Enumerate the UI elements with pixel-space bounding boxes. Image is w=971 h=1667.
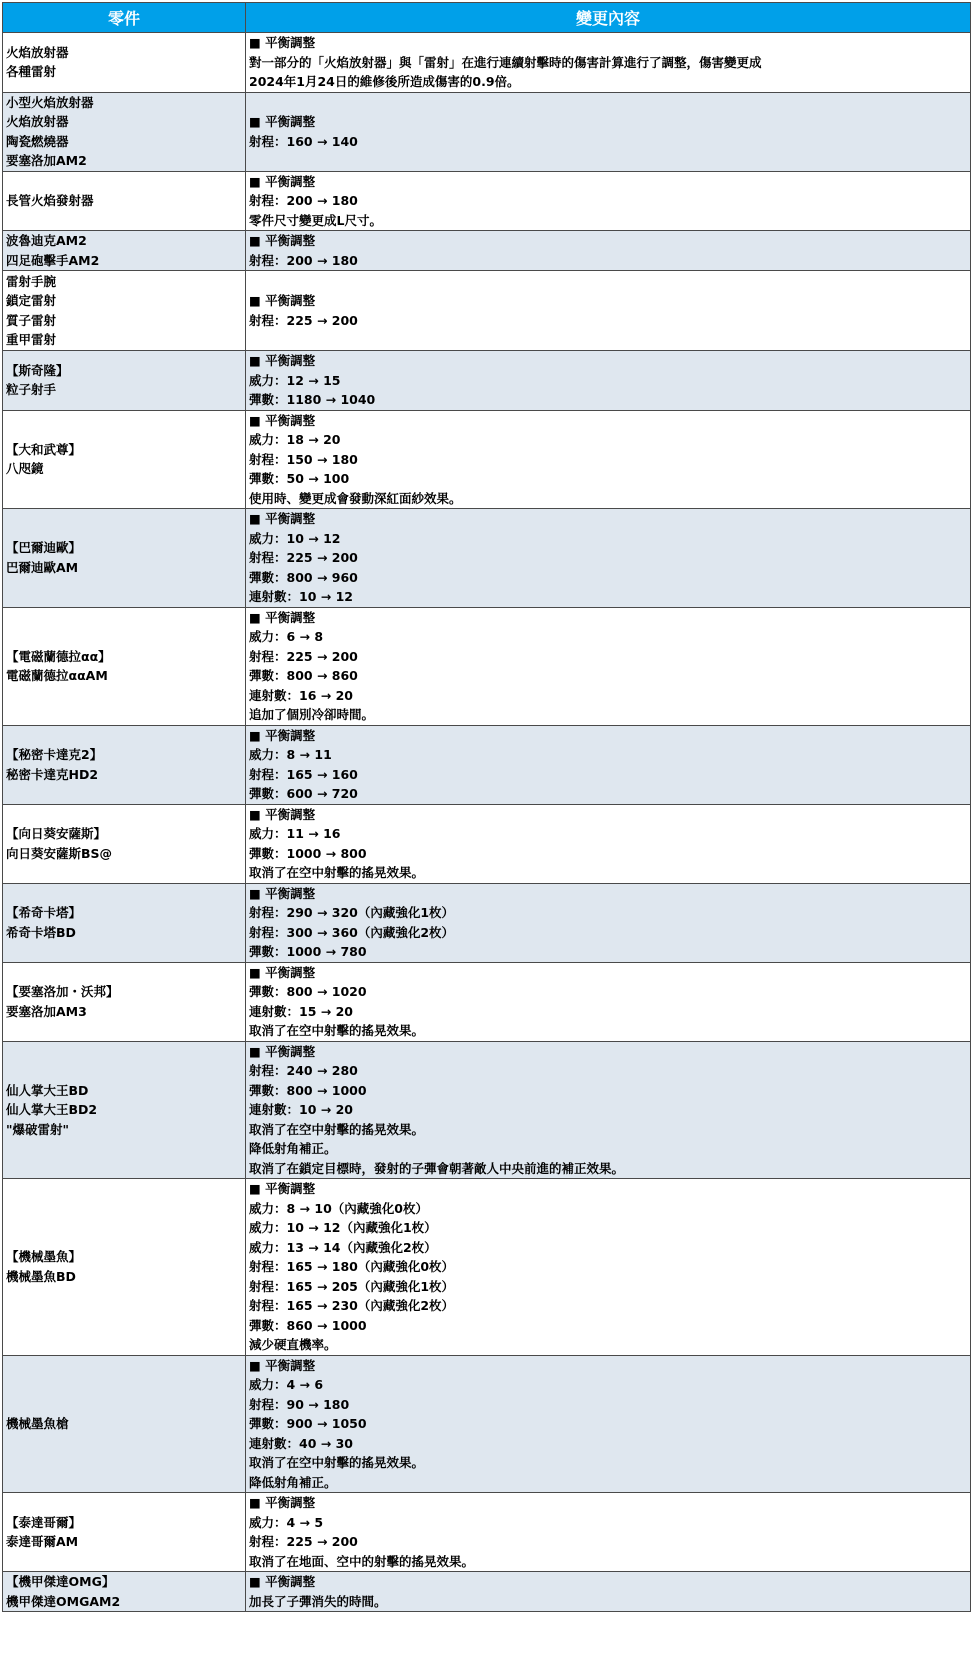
change-cell: ■ 平衡調整 威力：11 → 16 彈數：1000 → 800 取消了在空中射擊的搖晃效果。 [246, 804, 971, 883]
change-cell: ■ 平衡調整 威力：6 → 8 射程：225 → 200 彈數：800 → 860 連射數：16 → 20 追加了個別冷卻時間。 [246, 607, 971, 725]
part-cell: 長管火焰發射器 [3, 171, 246, 231]
part-cell: 雷射手腕 鎖定雷射 質子雷射 重甲雷射 [3, 271, 246, 351]
part-cell: 【巴爾迪歐】 巴爾迪歐AM [3, 509, 246, 608]
change-cell: ■ 平衡調整 威力：8 → 10（內藏強化0枚） 威力：10 → 12（內藏強化1枚） 威力：13 → 14（內藏強化2枚） 射程：165 → 180（內藏強化0枚） 射程：165 → 205（內藏強化1枚） 射程：165 → 230（內藏強化2枚） 彈數：860 → 1000 減少硬直機率。 [246, 1179, 971, 1356]
part-cell: 【斯奇隆】 粒子射手 [3, 351, 246, 411]
table-row [3, 410, 971, 509]
change-cell: ■ 平衡調整 射程：290 → 320（內藏強化1枚） 射程：300 → 360（內藏強化2枚） 彈數：1000 → 780 [246, 883, 971, 962]
change-cell: ■ 平衡調整 射程：200 → 180 零件尺寸變更成L尺寸。 [246, 171, 971, 231]
part-cell: 【秘密卡達克2】 秘密卡達克HD2 [3, 725, 246, 804]
table-row [3, 509, 971, 608]
table-row [3, 725, 971, 804]
table-row [3, 1041, 971, 1179]
part-cell: 【大和武尊】 八咫鏡 [3, 410, 246, 509]
part-cell: 【機甲傑達OMG】 機甲傑達OMGAM2 [3, 1572, 246, 1612]
table-row [3, 1572, 971, 1612]
change-cell: ■ 平衡調整 加長了子彈消失的時間。 [246, 1572, 971, 1612]
part-cell: 【泰達哥爾】 泰達哥爾AM [3, 1493, 246, 1572]
table-row [3, 1179, 971, 1356]
table-row [3, 962, 971, 1041]
table-row [3, 804, 971, 883]
table-row [3, 1355, 971, 1493]
table-row [3, 883, 971, 962]
table-row [3, 33, 971, 93]
table-row [3, 231, 971, 271]
change-cell: ■ 平衡調整 威力：12 → 15 彈數：1180 → 1040 [246, 351, 971, 411]
part-cell: 火焰放射器 各種雷射 [3, 33, 246, 93]
header-change: 變更內容 [246, 3, 971, 33]
change-cell: ■ 平衡調整 威力：4 → 6 射程：90 → 180 彈數：900 → 1050 連射數：40 → 30 取消了在空中射擊的搖晃效果。 降低射角補正。 [246, 1355, 971, 1493]
part-cell: 小型火焰放射器 火焰放射器 陶瓷燃燒器 要塞洛加AM2 [3, 92, 246, 171]
change-cell: ■ 平衡調整 威力：8 → 11 射程：165 → 160 彈數：600 → 720 [246, 725, 971, 804]
change-cell: ■ 平衡調整 威力：18 → 20 射程：150 → 180 彈數：50 → 100 使用時、變更成會發動深紅面紗效果。 [246, 410, 971, 509]
change-cell: ■ 平衡調整 彈數：800 → 1020 連射數：15 → 20 取消了在空中射擊的搖晃效果。 [246, 962, 971, 1041]
change-cell: ■ 平衡調整 威力：4 → 5 射程：225 → 200 取消了在地面、空中的射擊的搖晃效果。 [246, 1493, 971, 1572]
part-cell: 【機械墨魚】 機械墨魚BD [3, 1179, 246, 1356]
table-row [3, 271, 971, 351]
change-cell: ■ 平衡調整 射程：225 → 200 [246, 271, 971, 351]
header-part: 零件 [3, 3, 246, 33]
table-row [3, 1493, 971, 1572]
table-header-row [3, 3, 971, 33]
change-cell: ■ 平衡調整 威力：10 → 12 射程：225 → 200 彈數：800 → 960 連射數：10 → 12 [246, 509, 971, 608]
balance-change-table [2, 2, 971, 1612]
part-cell: 【要塞洛加・沃邦】 要塞洛加AM3 [3, 962, 246, 1041]
change-cell: ■ 平衡調整 對一部分的「火焰放射器」與「雷射」在進行連續射擊時的傷害計算進行了調整，傷害變更成 2024年1月24日的維修後所造成傷害的0.9倍。 [246, 33, 971, 93]
part-cell: 【希奇卡塔】 希奇卡塔BD [3, 883, 246, 962]
part-cell: 【向日葵安薩斯】 向日葵安薩斯BS@ [3, 804, 246, 883]
part-cell: 仙人掌大王BD 仙人掌大王BD2 "爆破雷射" [3, 1041, 246, 1179]
change-cell: ■ 平衡調整 射程：240 → 280 彈數：800 → 1000 連射數：10 → 20 取消了在空中射擊的搖晃效果。 降低射角補正。 取消了在鎖定目標時，發射的子彈會朝著敵人中央前進的補正效果。 [246, 1041, 971, 1179]
part-cell: 【電磁蘭德拉αα】 電磁蘭德拉ααAM [3, 607, 246, 725]
change-cell: ■ 平衡調整 射程：160 → 140 [246, 92, 971, 171]
table-row [3, 351, 971, 411]
table-row [3, 607, 971, 725]
table-row [3, 92, 971, 171]
part-cell: 波魯迪克AM2 四足砲擊手AM2 [3, 231, 246, 271]
change-cell: ■ 平衡調整 射程：200 → 180 [246, 231, 971, 271]
table-row [3, 171, 971, 231]
part-cell: 機械墨魚槍 [3, 1355, 246, 1493]
